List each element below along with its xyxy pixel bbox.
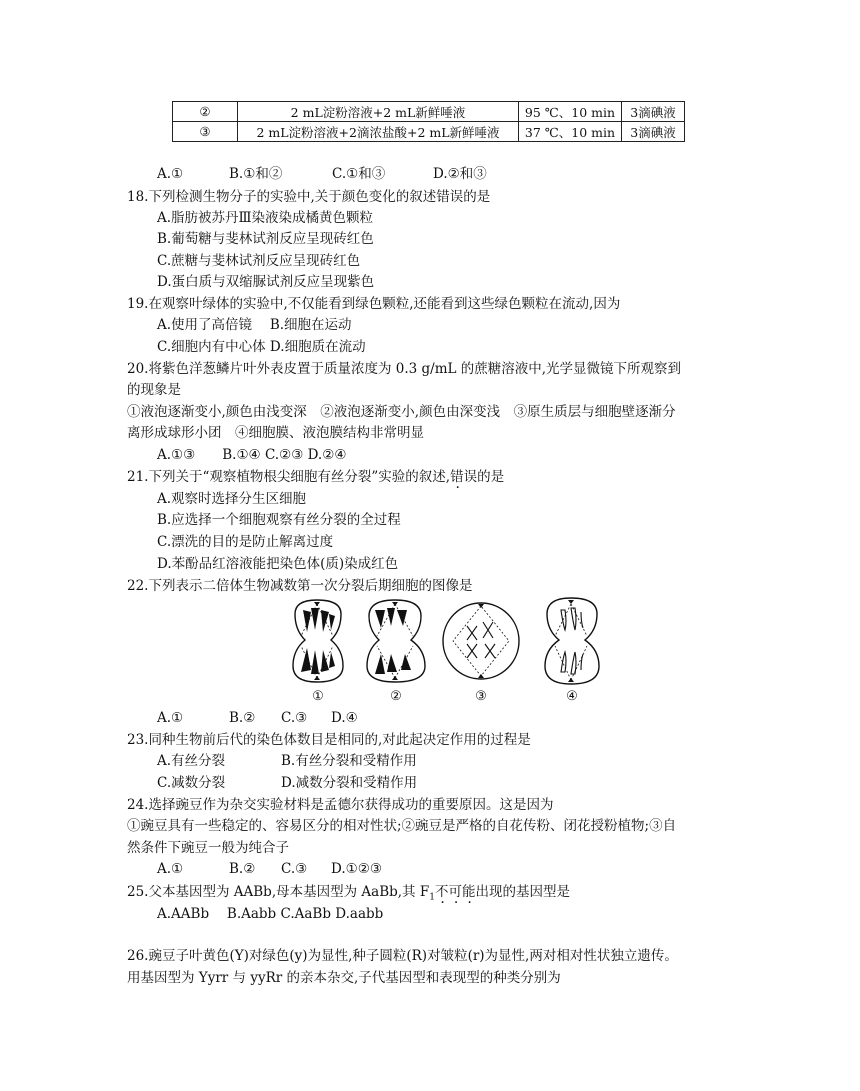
table-cell: 3滴碘液: [622, 102, 685, 122]
option: D.①②③: [331, 861, 382, 877]
option: B.葡萄糖与斐林试剂反应呈现砖红色: [157, 231, 374, 247]
question-stem: 18.下列检测生物分子的实验中,关于颜色变化的叙述错误的是: [127, 189, 491, 205]
emphasis-char: 错: [450, 469, 464, 485]
option: B.②: [229, 710, 256, 726]
experiment-table: [172, 101, 685, 142]
figure-label: ①: [312, 689, 324, 704]
option: D.苯酚品红溶液能把染色体(质)染成红色: [157, 556, 399, 572]
option: A.观察时选择分生区细胞: [157, 491, 307, 507]
question-stem: 22.下列表示二倍体生物减数第一次分裂后期细胞的图像是: [127, 578, 473, 594]
option: A.有丝分裂: [157, 753, 226, 769]
option: D.②和③: [433, 166, 487, 182]
question-stem: [127, 467, 504, 487]
option: B.①和②: [229, 166, 283, 182]
stem-text: 出现的基因型是: [475, 884, 570, 900]
emphasis-char: 不: [434, 884, 449, 900]
emphasis-char: 可: [448, 884, 462, 900]
table-cell: 2 mL淀粉溶液+2滴浓盐酸+2 mL新鲜唾液: [238, 122, 519, 142]
option: A.使用了高倍镜 B.细胞在运动: [157, 317, 352, 333]
option: C.减数分裂: [157, 775, 226, 791]
table-row: [173, 102, 685, 122]
table-row: [173, 122, 685, 142]
option: C.③: [281, 861, 308, 877]
option: A.①: [157, 861, 184, 877]
option: A.AABb B.Aabb C.AaBb D.aabb: [157, 906, 384, 922]
option: A.①: [157, 710, 184, 726]
option: A.①③ B.①④ C.②③ D.②④: [157, 447, 347, 463]
option: B.有丝分裂和受精作用: [281, 753, 417, 769]
option: B.应选择一个细胞观察有丝分裂的全过程: [157, 512, 401, 528]
emphasis-char: 能: [461, 884, 476, 900]
question-stem: 26.豌豆子叶黄色(Y)对绿色(y)为显性,种子圆粒(R)对皱粒(r)为显性,两对相对性状独立遗传。: [127, 948, 678, 964]
option: D.④: [331, 710, 358, 726]
stem-text: 25.父本基因型为 AABb,母本基因型为 AaBb,其 F: [127, 884, 430, 900]
option: D.减数分裂和受精作用: [281, 775, 418, 791]
figure-label: ④: [566, 689, 578, 704]
option: C.蔗糖与斐林试剂反应呈现砖红色: [157, 253, 361, 269]
option: C.③: [281, 710, 308, 726]
question-stem: 的现象是: [127, 382, 181, 398]
option: A.①: [157, 166, 184, 182]
stem-text: 21.下列关于“观察植物根尖细胞有丝分裂”实验的叙述,: [127, 469, 451, 485]
table-cell: 2 mL淀粉溶液+2 mL新鲜唾液: [238, 102, 519, 122]
question-stem: 24.选择豌豆作为杂交实验材料是孟德尔获得成功的重要原因。这是因为: [127, 797, 554, 813]
statement: 离形成球形小团 ④细胞膜、液泡膜结构非常明显: [127, 425, 424, 441]
option: C.①和③: [332, 166, 386, 182]
option: A.脂肪被苏丹Ⅲ染液染成橘黄色颗粒: [157, 210, 374, 226]
table-cell: 3滴碘液: [622, 122, 685, 142]
subscript: 1: [429, 892, 435, 903]
question-stem: 19.在观察叶绿体的实验中,不仅能看到绿色颗粒,还能看到这些绿色颗粒在流动,因为: [127, 296, 621, 312]
table-cell: ②: [173, 102, 238, 122]
statement: 然条件下豌豆一般为纯合子: [127, 840, 289, 856]
option: B.②: [229, 861, 256, 877]
option: D.蛋白质与双缩脲试剂反应呈现紫色: [157, 274, 375, 290]
cell-division-figure: [285, 596, 615, 706]
figure-label: ③: [475, 689, 487, 704]
question-stem: 23.同种生物前后代的染色体数目是相同的,对此起决定作用的过程是: [127, 732, 531, 748]
question-stem: 20.将紫色洋葱鳞片叶外表皮置于质量浓度为 0.3 g/mL 的蔗糖溶液中,光学显微镜下所观察到: [127, 361, 682, 377]
statement: ①液泡逐渐变小,颜色由浅变深 ②液泡逐渐变小,颜色由深变浅 ③原生质层与细胞壁逐渐分: [127, 404, 676, 420]
statement: ①豌豆具有一些稳定的、容易区分的相对性状;②豌豆是严格的自花传粉、闭花授粉植物;③自: [127, 818, 677, 834]
option: C.细胞内有中心体 D.细胞质在流动: [157, 339, 366, 355]
table-cell: 37 ℃、10 min: [519, 122, 622, 142]
cell-3-outline: [443, 603, 519, 679]
question-stem: 用基因型为 Yyrr 与 yyRr 的亲本杂交,子代基因型和表现型的种类分别为: [127, 970, 561, 986]
table-cell: 95 ℃、10 min: [519, 102, 622, 122]
table-cell: ③: [173, 122, 238, 142]
option: C.漂洗的目的是防止解离过度: [157, 534, 334, 550]
stem-text: 误的是: [463, 469, 505, 485]
figure-label: ②: [390, 689, 402, 704]
cell-4-outline: [545, 598, 599, 684]
